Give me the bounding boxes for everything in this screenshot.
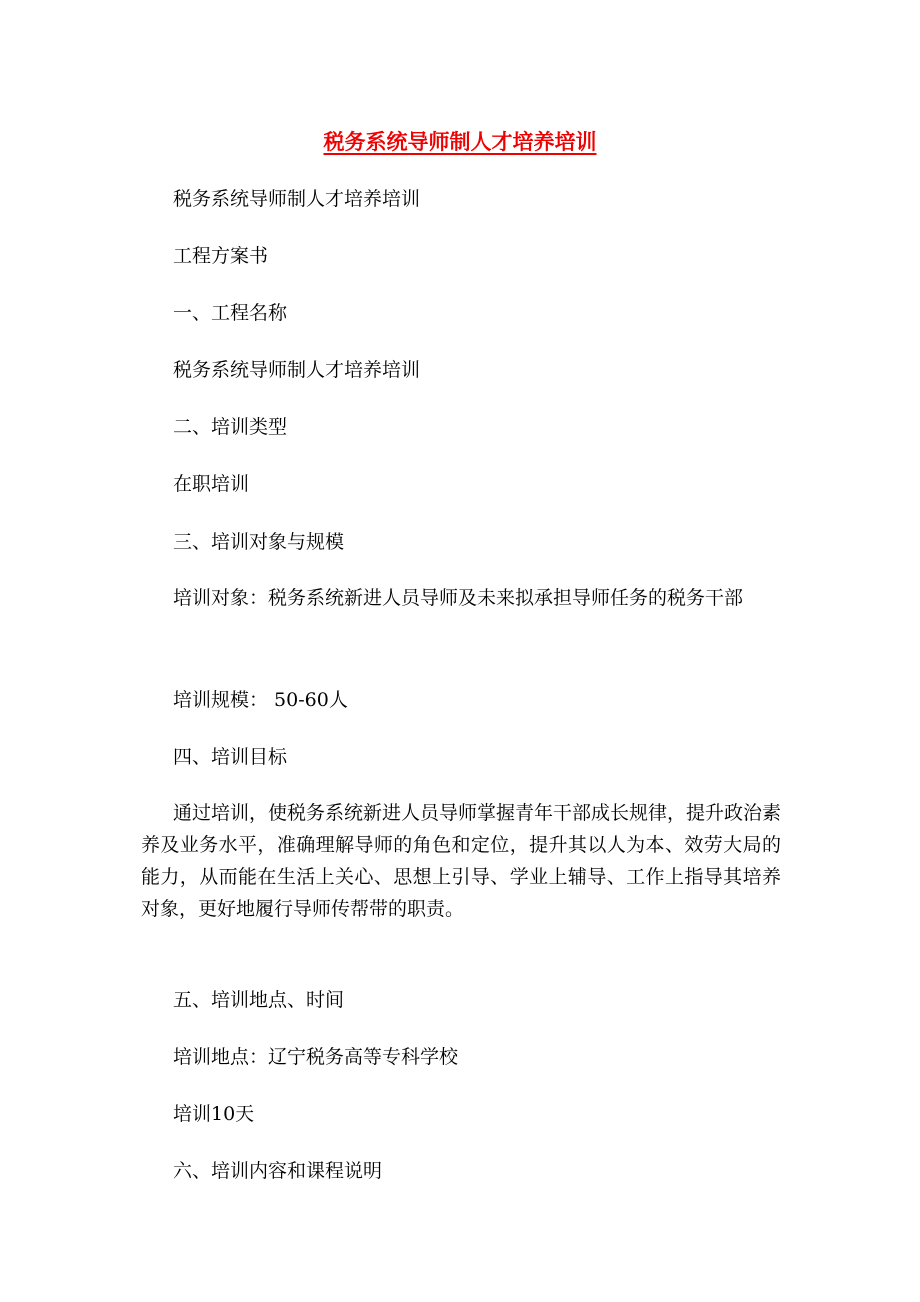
training-type-text: 在职培训 <box>173 473 250 495</box>
document-title: 税务系统导师制人才培养培训 <box>323 130 597 154</box>
subtitle-text: 税务系统导师制人才培养培训 <box>173 188 421 210</box>
training-scale-text: 培训规模： 50-60人 <box>173 689 348 711</box>
section-heading-project-name: 一、工程名称 <box>173 302 288 324</box>
section-heading-content: 六、培训内容和课程说明 <box>173 1160 383 1182</box>
training-location-text: 培训地点：辽宁税务高等专科学校 <box>173 1046 459 1068</box>
plan-heading: 工程方案书 <box>173 245 269 267</box>
training-goals-paragraph: 通过培训，使税务系统新进人员导师掌握青年干部成长规律，提升政治素养及业务水平，准确理解导师的角色和定位，提升其以人为本、效劳大局的能力，从而能在生活上关心、思想上引导、学业上辅导、工作上指导其培养对象，更好地履行导师传帮带的职责。 <box>141 802 782 920</box>
section-heading-target-scale: 三、培训对象与规模 <box>173 531 345 553</box>
section-heading-goals: 四、培训目标 <box>173 746 288 768</box>
project-name-text: 税务系统导师制人才培养培训 <box>173 359 421 381</box>
training-target-paragraph: 培训对象：税务系统新进人员导师及未来拟承担导师任务的税务干部 <box>173 587 744 609</box>
training-duration-text: 培训10天 <box>173 1103 255 1125</box>
section-heading-location-time: 五、培训地点、时间 <box>173 989 345 1011</box>
section-heading-training-type: 二、培训类型 <box>173 416 288 438</box>
